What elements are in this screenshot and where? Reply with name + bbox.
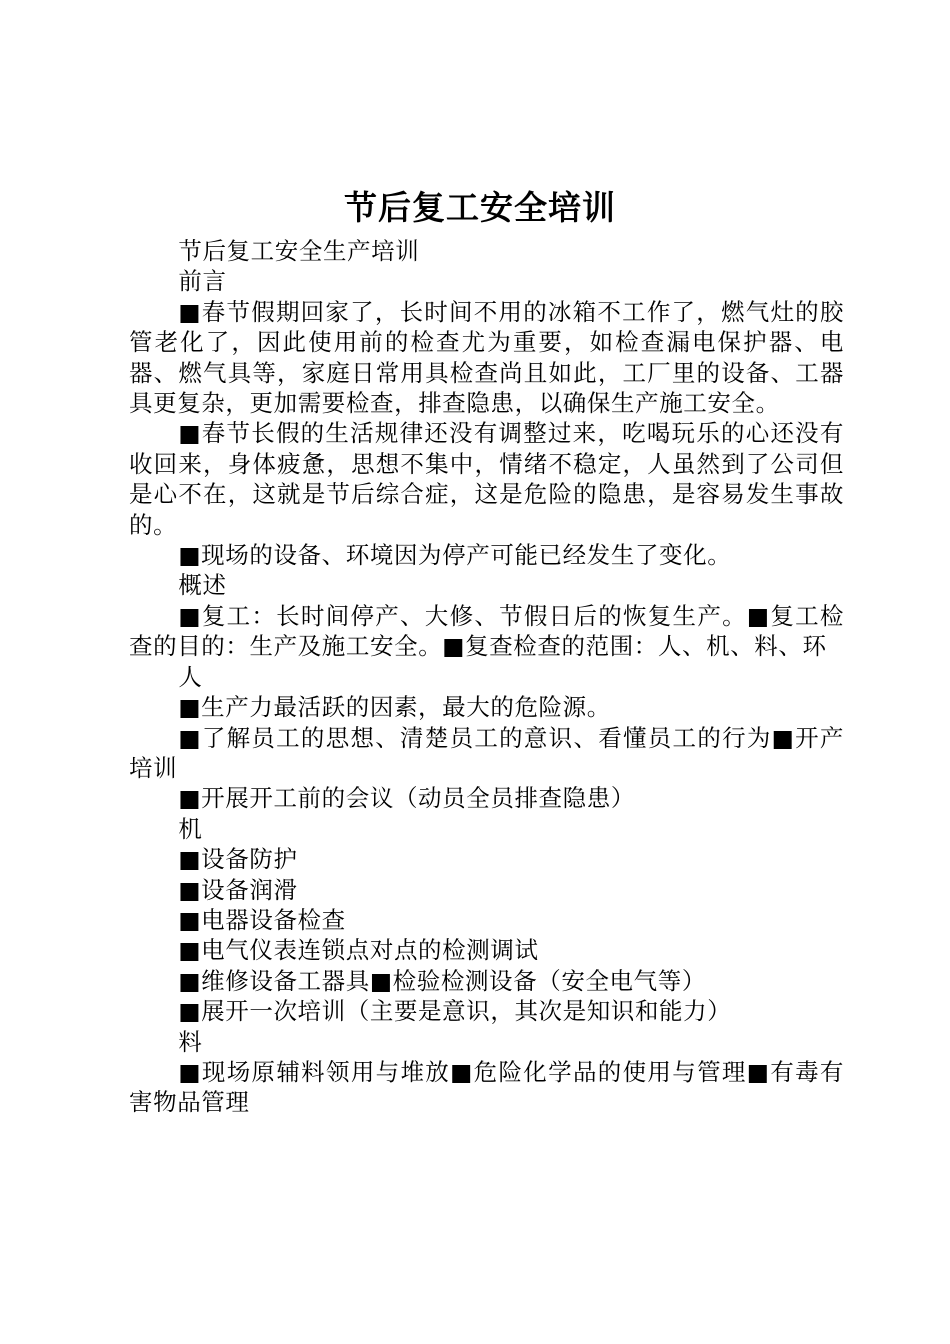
list-item: ■电器设备检查 <box>178 905 346 934</box>
paragraph-subtitle: 节后复工安全生产培训 <box>178 237 420 265</box>
list-item: ■生产力最活跃的因素，最大的危险源。 <box>178 693 611 722</box>
list-item: ■展开一次培训（主要是意识，其次是知识和能力） <box>178 997 732 1026</box>
paragraph: ■春节假期回家了，长时间不用的冰箱不工作了，燃气灶的胶管老化了，因此使用前的检查尤为重要，如检查漏电保护器、电器、燃气具等，家庭日常用具检查尚且如此，工厂里的设备、工器具更复杂，更加需要检查，排查隐患，以确保生产施工安全。 <box>129 297 844 418</box>
list-item: ■现场原辅料领用与堆放■危险化学品的使用与管理■有毒有害物品管理 <box>129 1057 844 1117</box>
list-item: ■设备润滑 <box>178 875 298 904</box>
list-item: ■开展开工前的会议（动员全员排查隐患） <box>178 784 635 813</box>
section-heading-overview: 概述 <box>178 571 227 600</box>
paragraph: ■复工：长时间停产、大修、节假日后的恢复生产。■复工检查的目的：生产及施工安全。■复查检查的范围：人、机、料、环 <box>129 601 844 661</box>
document-title: 节后复工安全培训 <box>344 188 616 227</box>
list-item: ■电气仪表连锁点对点的检测调试 <box>178 936 539 965</box>
paragraph: ■现场的设备、环境因为停产可能已经发生了变化。 <box>178 541 732 570</box>
list-item: ■设备防护 <box>178 845 298 874</box>
section-heading-people: 人 <box>178 662 203 691</box>
section-heading-materials: 料 <box>178 1027 203 1056</box>
section-heading-machines: 机 <box>178 814 203 843</box>
section-heading-preface: 前言 <box>178 267 227 296</box>
list-item: ■了解员工的思想、清楚员工的意识、看懂员工的行为■开产培训 <box>129 723 844 782</box>
list-item: ■维修设备工器具■检验检测设备（安全电气等） <box>178 966 706 995</box>
paragraph: ■春节长假的生活规律还没有调整过来，吃喝玩乐的心还没有收回来，身体疲惫，思想不集中，情绪不稳定，人虽然到了公司但是心不在，这就是节后综合症，这是危险的隐患，是容易发生事故的。 <box>129 419 844 539</box>
document-body <box>129 236 844 1118</box>
